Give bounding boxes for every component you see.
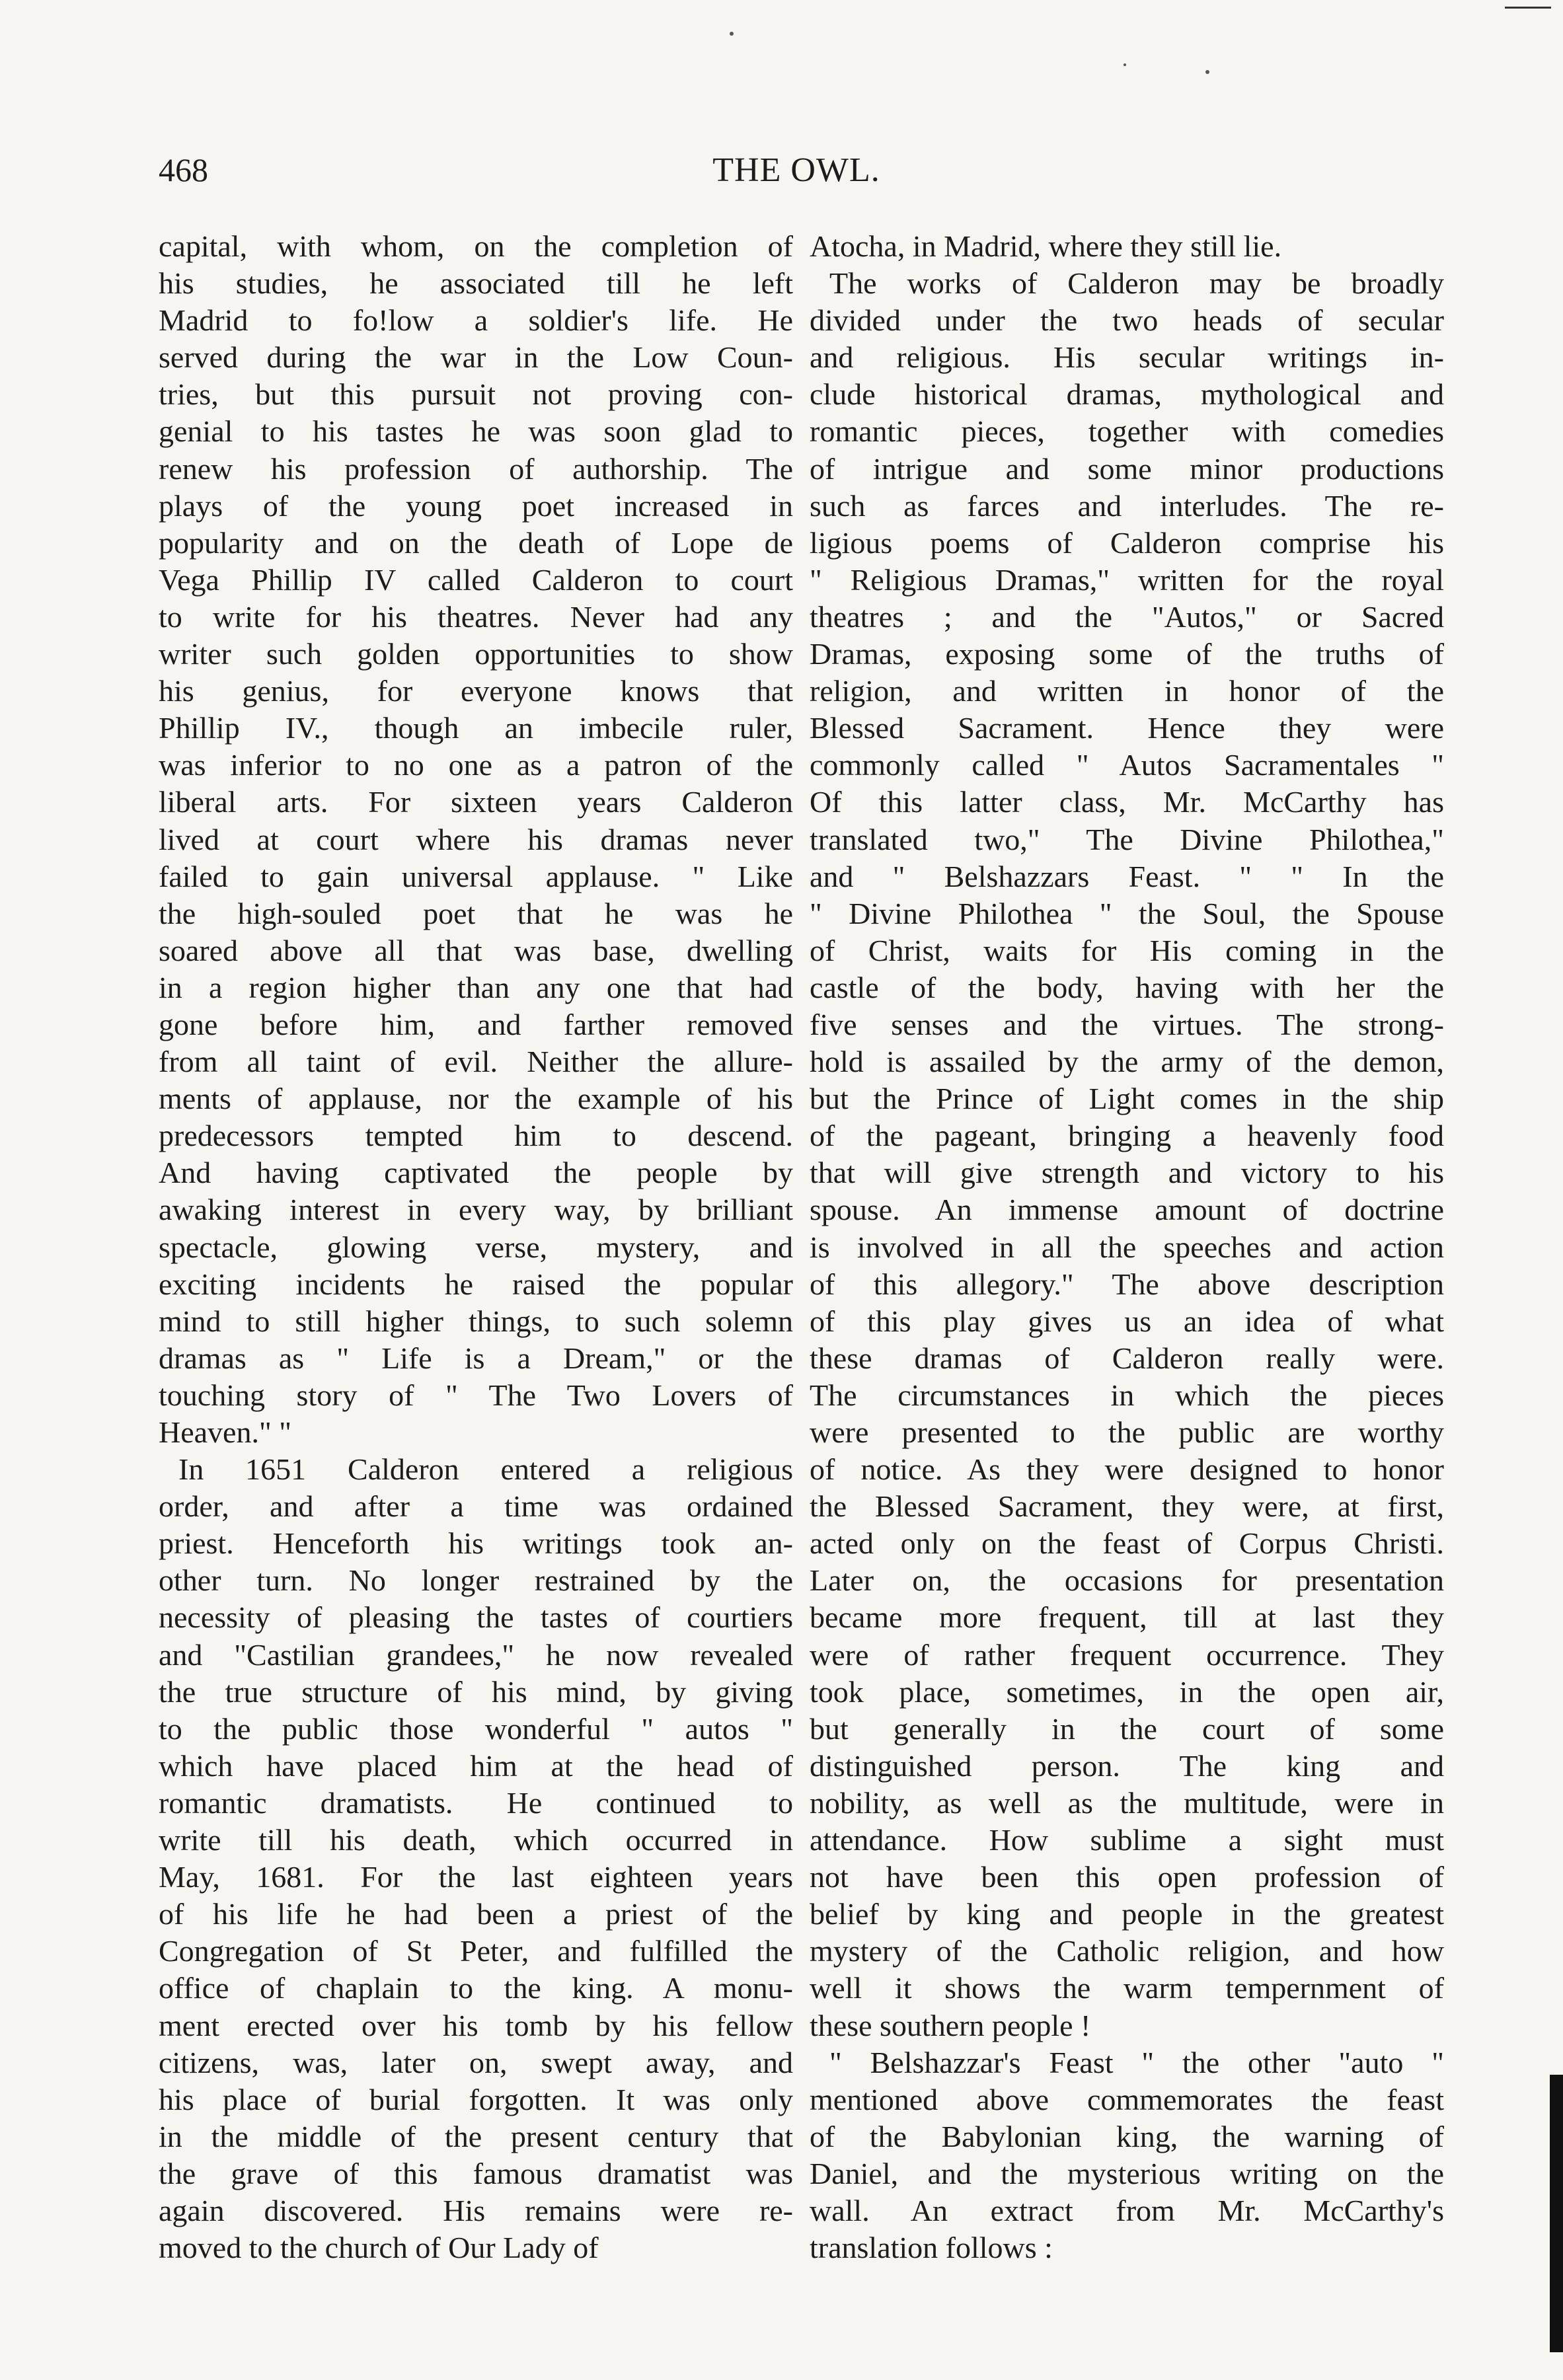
text-line: renew his profession of authorship. The [159, 451, 793, 486]
text-line: failed to gain universal applause. " Like [159, 859, 793, 893]
text-line: tries, but this pursuit not proving con- [159, 377, 793, 412]
text-line: Daniel, and the mysterious writing on the [810, 2156, 1444, 2190]
text-line: these dramas of Calderon really were. [810, 1341, 1444, 1375]
text-line: mentioned above commemorates the feast [810, 2082, 1444, 2116]
text-line: of the pageant, bringing a heavenly food [810, 1119, 1444, 1153]
text-line: not have been this open profession of [810, 1860, 1444, 1894]
text-line: spouse. An immense amount of doctrine [810, 1193, 1444, 1227]
text-line: Later on, the occasions for presentation [810, 1563, 1444, 1598]
text-line: necessity of pleasing the tastes of courtiers [159, 1600, 793, 1635]
text-line: of this play gives us an idea of what [810, 1304, 1444, 1338]
text-line: theatres ; and the "Autos," or Sacred [810, 599, 1444, 634]
text-line: served during the war in the Low Coun- [159, 340, 793, 375]
text-line: and " Belshazzars Feast. " " In the [810, 859, 1444, 893]
text-line: Atocha, in Madrid, where they still lie. [810, 229, 1282, 263]
text-line: moved to the church of Our Lady of [159, 2231, 599, 2265]
text-line: In 1651 Calderon entered a religious [178, 1452, 793, 1487]
text-line: was inferior to no one as a patron of the [159, 748, 793, 782]
running-title: THE OWL. [712, 151, 880, 189]
text-line: is involved in all the speeches and action [810, 1230, 1444, 1264]
text-line: the high-souled poet that he was he [159, 896, 793, 930]
text-line: to the public those wonderful " autos " [159, 1711, 793, 1746]
text-line: lived at court where his dramas never [159, 822, 793, 856]
text-line: attendance. How sublime a sight must [810, 1823, 1444, 1857]
text-line: of this allegory." The above description [810, 1267, 1444, 1301]
text-line: in a region higher than any one that had [159, 970, 793, 1004]
text-line: citizens, was, later on, swept away, and [159, 2045, 793, 2079]
text-line: of the Babylonian king, the warning of [810, 2119, 1444, 2153]
text-line: these southern people ! [810, 2008, 1091, 2042]
text-line: write till his death, which occurred in [159, 1823, 793, 1857]
text-line: the true structure of his mind, by giving [159, 1674, 793, 1709]
text-line: writer such golden opportunities to show [159, 637, 793, 671]
left-column [159, 228, 793, 2266]
text-line: and "Castilian grandees," he now revealed [159, 1637, 793, 1672]
text-line: " Divine Philothea " the Soul, the Spouse [810, 896, 1444, 930]
text-line: of Christ, waits for His coming in the [810, 933, 1444, 967]
text-line: again discovered. His remains were re- [159, 2193, 793, 2227]
text-line: and religious. His secular writings in- [810, 340, 1444, 375]
text-line: The circumstances in which the pieces [810, 1378, 1444, 1412]
text-line: wall. An extract from Mr. McCarthy's [810, 2193, 1444, 2227]
text-line: Congregation of St Peter, and fulfilled the [159, 1934, 793, 1968]
text-line: Of this latter class, Mr. McCarthy has [810, 785, 1444, 819]
text-line: ment erected over his tomb by his fellow [159, 2008, 793, 2042]
text-line: spectacle, glowing verse, mystery, and [159, 1230, 793, 1264]
text-line: awaking interest in every way, by brilliant [159, 1193, 793, 1227]
text-line: which have placed him at the head of [159, 1748, 793, 1783]
text-line: his genius, for everyone knows that [159, 674, 793, 708]
text-line: genial to his tastes he was soon glad to [159, 414, 793, 449]
speck [1124, 63, 1126, 66]
text-line: clude historical dramas, mythological and [810, 377, 1444, 412]
text-line: took place, sometimes, in the open air, [810, 1674, 1444, 1709]
text-line: commonly called " Autos Sacramentales " [810, 748, 1444, 782]
text-line: other turn. No longer restrained by the [159, 1563, 793, 1598]
text-line: translated two," The Divine Philothea," [810, 822, 1444, 856]
text-line: of his life he had been a priest of the [159, 1897, 793, 1931]
text-line: became more frequent, till at last they [810, 1600, 1444, 1635]
text-line: The works of Calderon may be broadly [829, 266, 1444, 301]
text-line: And having captivated the people by [159, 1156, 793, 1190]
text-line: soared above all that was base, dwelling [159, 933, 793, 967]
text-line: Madrid to fo!low a soldier's life. He [159, 303, 793, 338]
text-line: exciting incidents he raised the popular [159, 1267, 793, 1301]
text-line: to write for his theatres. Never had any [159, 599, 793, 634]
text-line: but generally in the court of some [810, 1711, 1444, 1746]
text-line: religion, and written in honor of the [810, 674, 1444, 708]
text-line: his place of burial forgotten. It was only [159, 2082, 793, 2116]
text-line: that will give strength and victory to his [810, 1156, 1444, 1190]
text-line: mind to still higher things, to such solemn [159, 1304, 793, 1338]
text-line: liberal arts. For sixteen years Calderon [159, 785, 793, 819]
speck [1205, 70, 1209, 74]
text-line: popularity and on the death of Lope de [159, 525, 793, 560]
page-header [159, 151, 1434, 197]
speck [730, 32, 734, 36]
text-line: romantic dramatists. He continued to [159, 1785, 793, 1820]
text-line: Dramas, exposing some of the truths of [810, 637, 1444, 671]
text-line: Heaven." " [159, 1415, 292, 1449]
text-line: translation follows : [810, 2231, 1053, 2265]
text-line: but the Prince of Light comes in the ship [810, 1082, 1444, 1116]
text-line: belief by king and people in the greatest [810, 1897, 1444, 1931]
text-line: " Belshazzar's Feast " the other "auto " [829, 2045, 1444, 2079]
text-line: priest. Henceforth his writings took an- [159, 1526, 793, 1561]
text-line: five senses and the virtues. The strong- [810, 1007, 1444, 1041]
text-line: order, and after a time was ordained [159, 1489, 793, 1524]
text-line: his studies, he associated till he left [159, 266, 793, 301]
text-line: May, 1681. For the last eighteen years [159, 1860, 793, 1894]
text-line: of notice. As they were designed to honor [810, 1452, 1444, 1487]
page-number: 468 [159, 151, 208, 188]
text-line: castle of the body, having with her the [810, 970, 1444, 1004]
text-line: the Blessed Sacrament, they were, at first, [810, 1489, 1444, 1524]
text-line: the grave of this famous dramatist was [159, 2156, 793, 2190]
text-line: from all taint of evil. Neither the allure- [159, 1045, 793, 1079]
text-line: were of rather frequent occurrence. They [810, 1637, 1444, 1672]
text-line: acted only on the feast of Corpus Christi. [810, 1526, 1444, 1561]
text-line: Vega Phillip IV called Calderon to court [159, 562, 793, 597]
text-line: hold is assailed by the army of the demon, [810, 1045, 1444, 1079]
text-line: Blessed Sacrament. Hence they were [810, 711, 1444, 745]
right-column [810, 228, 1444, 2266]
text-line: " Religious Dramas," written for the royal [810, 562, 1444, 597]
text-line: such as farces and interludes. The re- [810, 488, 1444, 523]
text-line: well it shows the warm tempernment of [810, 1971, 1444, 2005]
text-line: of intrigue and some minor productions [810, 451, 1444, 486]
text-line: touching story of " The Two Lovers of [159, 1378, 793, 1412]
text-line: Phillip IV., though an imbecile ruler, [159, 711, 793, 745]
text-line: capital, with whom, on the completion of [159, 229, 793, 263]
text-line: mystery of the Catholic religion, and how [810, 1934, 1444, 1968]
text-line: plays of the young poet increased in [159, 488, 793, 523]
text-line: in the middle of the present century that [159, 2119, 793, 2153]
text-line: gone before him, and farther removed [159, 1007, 793, 1041]
edge-mark [1505, 7, 1551, 9]
text-line: distinguished person. The king and [810, 1748, 1444, 1783]
text-line: dramas as " Life is a Dream," or the [159, 1341, 793, 1375]
text-line: ligious poems of Calderon comprise his [810, 525, 1444, 560]
text-line: ments of applause, nor the example of his [159, 1082, 793, 1116]
text-line: nobility, as well as the multitude, were in [810, 1785, 1444, 1820]
text-line: divided under the two heads of secular [810, 303, 1444, 338]
text-line: were presented to the public are worthy [810, 1415, 1444, 1449]
text-line: office of chaplain to the king. A monu- [159, 1971, 793, 2005]
page-edge-bar [1550, 2075, 1563, 2352]
text-line: predecessors tempted him to descend. [159, 1119, 793, 1153]
text-line: romantic pieces, together with comedies [810, 414, 1444, 449]
